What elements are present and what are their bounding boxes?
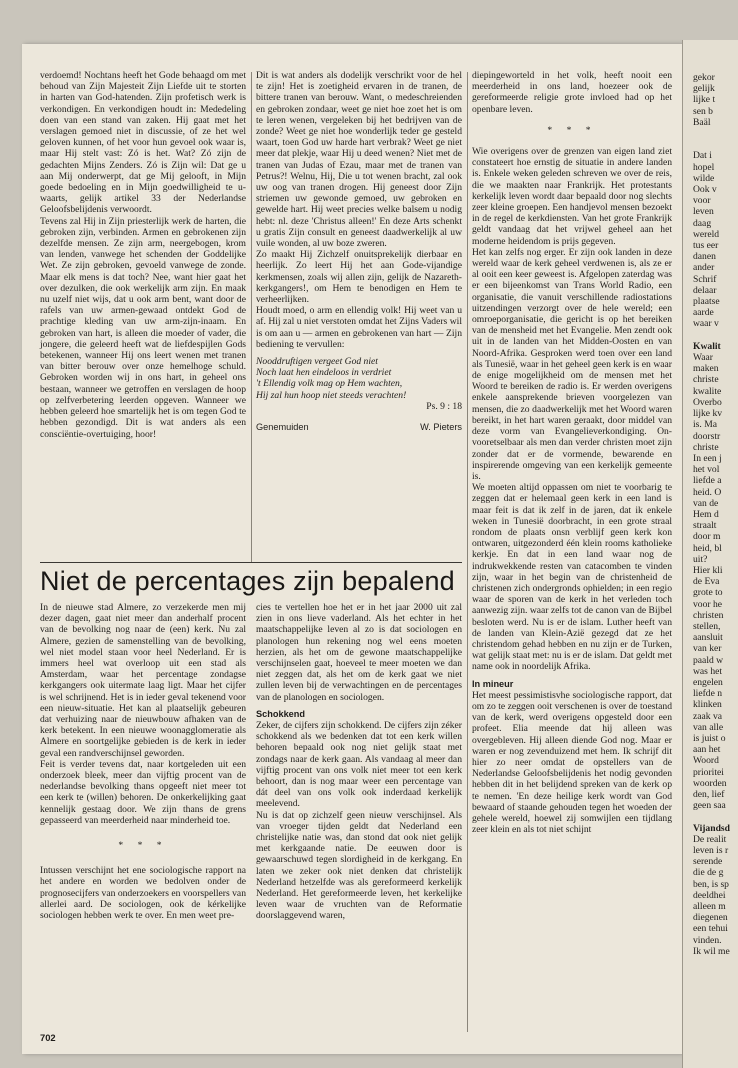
adjacent-text-fragment: liefde a	[693, 475, 722, 487]
paragraph: Het kan zelfs nog erger. Er zijn ook landen in deze wereld waar de kerk geheel verdwenen is, als ze er al ooit een keer geweest is. Afgelopen zaterdag was er een bijeenkomst van Trans World Radio, een organisatie, die vanuit verschillende radiostations uitzendingen verzorgt over de hele wereld; een omroeporganisatie, die gericht is op het bereiken van de mensheid met het Evangelie. Men zendt ook uit in de landen van het Midden-Oosten en van Noord-Afrika. Gesproken werd toen over een land als Tunesië, waar in het geheel geen kerk is en waar de enige mogelijkheid om de mensen met het Woord te bereiken de radio is. Er werden overigens enkele aansprekende brieven voorgelezen van mensen, die zo daadwerkelijk met het Woord waren bereikt, in het hart waren geraakt, door middel van deze vorm van Evangelieverkondiging. On-vooretselbaar als men dan verder christen moet zijn zonder dat er de vormende, bewarende en inspirerende omgeving van een kerkelijk gemeente is.	[472, 246, 672, 482]
adjacent-text-fragment: den, lief	[693, 789, 725, 800]
adjacent-text-fragment: woorden	[693, 777, 727, 789]
adjacent-text-fragment: van de	[693, 497, 719, 509]
adjacent-text-fragment: paald w	[693, 654, 724, 666]
poem-line: Noch laat hen eindeloos in verdriet	[256, 367, 392, 379]
adjacent-text-fragment: Hier kli	[693, 564, 723, 576]
section-separator: * * *	[547, 124, 597, 136]
adjacent-text-fragment: is. Ma	[693, 419, 717, 431]
adjacent-text-fragment: wereld	[693, 228, 720, 240]
adjacent-text-fragment: De realit	[693, 833, 727, 845]
adjacent-text-fragment: serende	[693, 856, 723, 868]
adjacent-text-fragment: Dat i	[693, 150, 712, 162]
adjacent-text-fragment: Waar	[693, 352, 713, 364]
adjacent-page-edge	[682, 40, 738, 1068]
adjacent-text-fragment: voor he	[693, 598, 723, 610]
adjacent-text-fragment: heid, bl	[693, 542, 722, 554]
paragraph: Wie overigens over de grenzen van eigen land ziet constateert hoe ernstig de situatie in andere landen is. Enkele weken geleden schreven we over de reis, die we maakten naar Frankrijk. Het protestants kerkelijk leven wordt daar bepaald door nog slechts zeer kleine groepen. Een handjevol mensen bezoekt in de regel de kerkdiensten. Van het grote Frankrijk geldt vandaag dat het vrijwel geheel aan het moderne heidendom is prijs gegeven.	[472, 146, 672, 247]
adjacent-text-fragment: leven	[693, 206, 714, 218]
adjacent-text-fragment: wilde	[693, 172, 715, 184]
adjacent-text-fragment: plaatse	[693, 296, 720, 308]
adjacent-text-fragment: aarde	[693, 307, 714, 319]
adjacent-text-fragment: is juist o	[693, 732, 726, 744]
adjacent-text-fragment: lijke kv	[693, 408, 723, 420]
paragraph: diepingeworteld in het volk, heeft nooit een meerderheid in ons land, hoezeer ook de gereformeerde religie grote invloed had op het openbare leven.	[472, 70, 672, 115]
paragraph: verdoemd! Nochtans heeft het Gode behaagd om met behoud van Zijn Majesteit Zijn Liefde uit te storten in harten van God-hatenden. Zijn profetisch werk is verkondigen. En verkondigen houdt in: Mededeling doen van een stand van zaken. Hij gaat met het verslagen gemoed niet in discussie, of ze het wel geloven kunnen, of het voor hun gevoel ook waar is, maar Hij stelt vast: Zó is het. Wat? Zó zijn de gedachten Mijns Zenders. Zó is Zijn wil: Dat ge u aan Mij onderwerpt, dat ge Mij gelooft, in Mijn goede bedoeling en in Mijn goedwilligheid te u-waarts, gelijk artikel 33 der Nederlandse Geloofsbelijdenis verwoordt.	[40, 70, 246, 216]
adjacent-text-fragment: diegenen	[693, 912, 728, 924]
poem-line: Hij zal hun hoop niet steeds verachten!	[256, 389, 407, 401]
signature-author: W. Pieters	[420, 422, 462, 433]
adjacent-text-fragment: klinken	[693, 699, 722, 711]
adjacent-text-fragment: christe	[693, 441, 719, 453]
adjacent-text-fragment: straalt	[693, 520, 717, 532]
column-2	[256, 70, 462, 433]
adjacent-text-fragment: van alle	[693, 721, 724, 733]
adjacent-text-fragment: die de g	[693, 867, 724, 879]
adjacent-text-fragment: ben, is sp	[693, 878, 729, 890]
adjacent-text-fragment: leven is r	[693, 845, 729, 857]
adjacent-text-fragment: heid. O	[693, 486, 722, 498]
adjacent-text-fragment: engelen	[693, 676, 723, 688]
adjacent-text-fragment: Schrif	[693, 273, 717, 285]
adjacent-text-fragment: kwalite	[693, 385, 722, 397]
adjacent-text-fragment: aansluit	[693, 632, 723, 644]
paragraph: In de nieuwe stad Almere, zo verzekerde men mij dezer dagen, gaat niet meer dan anderhalf procent van de bevolking nog naar de (een) kerk. Nu zal Almere, gezien de samenstelling van de bevolking, wel niet model staan voor heel Nederland. Er is immers heel wat overloop uit een stad als Amsterdam, waar het percentage zondagse kerkgangers ook uitermate laag ligt. Maar het cijfer is wel schrijnend. Het is in ieder geval tekenend voor een nieuw-situatie. Het kan al plaatselijk gebeuren dat verhuizing naar de nieuwbouw afhaken van de kerk betekent. In een nieuwe woonagglomeratie als Almere en soortgelijke gebieden is de kerk in ieder geval een randverschijnsel geworden.	[40, 602, 246, 759]
adjacent-text-fragment: voor	[693, 195, 711, 207]
adjacent-text-fragment: waar v	[693, 318, 719, 330]
adjacent-text-fragment: delaar	[693, 284, 717, 296]
adjacent-text-fragment: gelijk	[693, 83, 715, 95]
paragraph: Zo maakt Hij Zichzelf onuitsprekelijk dierbaar en heerlijk. Zo leert Hij het aan Gode-vijandige kerkmensen, zoals wij allen zijn, gelijk de Nazareth-kerkgangers!, om Hem te benodigen en Hem te verheerlijken.	[256, 249, 462, 306]
paragraph: We moeten altijd oppassen om niet te voorbarig te zeggen dat er helemaal geen kerk in een land is maar feit is dat ik zelf in de jaren, dat ik enkele weken in Tunesië doorbracht, in een grote straal rondom de plaats onsn verblijf geen kerk kon ontwaren, uitgezonderd één klein rooms katholieke kerkje. En dat in een land waar nog de indrukwekkende resten van catacomben te vinden zijn, waar in het begin van de christenheid de christenen zich ondergronds ophielden; in een regio waar de sporen van de kerk in het verleden toch aanwezig zijn. waar zelfs tot de canon van de Bijbel besloten werd. Nu is er de islam. Luther heeft van de landen van Klein-Azië gezegd dat ze het christendom gehad hebben en nu zijn er de Turken, wat gelijk staat met: nu is er de islam. Dat geldt met name ook in noordelijk Afrika.	[472, 482, 672, 673]
adjacent-text-fragment: vinden.	[693, 934, 722, 946]
adjacent-text-fragment: zaak va	[693, 710, 723, 722]
adjacent-text-fragment: aan het	[693, 744, 721, 756]
adjacent-text-fragment: was het	[693, 665, 723, 677]
paragraph: Houdt moed, o arm en ellendig volk! Hij weet van u af. Hij zal u niet verstoten omdat het Zijns Vaders wil is om aan u — armen en gebrokenen van hart — Zijn bediening te vervullen:	[256, 305, 462, 350]
adjacent-text-fragment	[693, 139, 730, 150]
paragraph: cies te vertellen hoe het er in het jaar 2000 uit zal zien in ons lieve vaderland. Als het echter in het maatschappelijke leven al zo is dat sociologen en planologen hun rekening nog wel eens moeten herzien, als het om de gewone maatschappelijke verschijnselen gaat, hoeveel te meer moeten we dan niet zeggen dat, als het om de kerk gaat we niet zullen leven bij de verwachtingen en de percentages van de planologen en sociologen.	[256, 602, 462, 703]
paragraph: Het meest pessimistisvhe sociologische rapport, dat om zo te zeggen ooit verschenen is over de toestand van de kerk, werd overigens opgesteld door een profeet. Elia meende dat hij alleen was overgebleven. Hij alleen diende God nog. Maar er waren er nog zevenduizend met hem. Ik schrijf dit hier zo neer omdat de opstellers van de Nederlandse Geloofsbelijdenis het nodig gevonden hebben dit in het belijdend spreken van de kerk op te nemen. 'En deze heilige kerk wordt van God bewaard of staande gehouden tegen het woeden der gehele wereld, hoewel zij somwijlen een tijdlang zeer klein en als tot niet schijnt	[472, 689, 672, 836]
adjacent-text-fragment: grote to	[693, 587, 723, 599]
adjacent-text-fragment: Hem d	[693, 508, 719, 520]
article-column-2	[256, 602, 462, 922]
adjacent-text-fragment: liefde n	[693, 688, 723, 700]
adjacent-text-fragment: sen b	[693, 105, 713, 117]
column-rule	[467, 72, 468, 1032]
poem-line: 't Ellendig volk mag op Hem wachten,	[256, 378, 403, 390]
adjacent-text-fragment: stellen,	[693, 620, 721, 632]
adjacent-text-fragment: deeldhei	[693, 889, 726, 901]
adjacent-text-fragment: een tehui	[693, 923, 728, 935]
adjacent-text-fragment: prioritei	[693, 766, 724, 778]
adjacent-text-fragment: danen	[693, 251, 716, 263]
adjacent-text-fragment: geen saa	[693, 800, 726, 812]
adjacent-text-fragment: doorstr	[693, 430, 721, 442]
article-separator-rule	[40, 562, 462, 563]
adjacent-text-fragment	[693, 330, 730, 341]
adjacent-text-fragment	[693, 128, 730, 139]
column-1	[40, 70, 246, 440]
adjacent-text-fragment: gekor	[693, 72, 715, 83]
column-3	[472, 70, 672, 835]
adjacent-text-fragment: Kwalit	[693, 340, 721, 352]
poem-line: Nooddruftigen vergeet God niet	[256, 356, 378, 368]
adjacent-text-fragment: christe	[693, 374, 719, 386]
adjacent-text-fragment: Overbo	[693, 396, 722, 408]
adjacent-text-fragment: door m	[693, 531, 721, 543]
signature	[256, 422, 462, 433]
page-number: 702	[40, 1032, 56, 1043]
paragraph: Nu is dat op zichzelf geen nieuw verschijnsel. Als van vroeger tijden geldt dat Nederland een christelijke natie was, dan stond dat ook niet gelijk met kerkgaande natie. De eeuwen door is gewaarschuwd tegen slordigheid in de kerkgang. En laten we zeker ook niet denken dat christelijk Nederland hetzelfde was als gereformeerd kerkelijk Nederland. Het gereformeerde leven, het kerkelijke leven waar de vruchten van de Reformatie doorslaggevend waren,	[256, 809, 462, 922]
paragraph: Feit is verder tevens dat, naar kortgeleden uit een onderzoek bleek, meer dan vijftig procent van de nederlandse bevolking thans opgeeft niet meer tot een kerk te (willen) behoren. De onkerkelijking gaat kennelijk gestaag door. We zijn thans de grens gepasseerd van meerderheid naar minderheid toe.	[40, 758, 246, 826]
article-headline: Niet de percentages zijn bepalend	[40, 566, 455, 596]
adjacent-text-fragment: In een j	[693, 452, 722, 464]
subheading: Schokkend	[256, 708, 306, 719]
adjacent-text-fragment: maken	[693, 363, 719, 375]
adjacent-text-fragment: christen	[693, 609, 724, 621]
adjacent-text-fragment: van ker	[693, 643, 722, 655]
adjacent-text-fragment: het vol	[693, 464, 720, 476]
adjacent-text-fragment	[693, 811, 730, 822]
adjacent-text-fragment: uit?	[693, 553, 708, 565]
paragraph: Zeker, de cijfers zijn schokkend. De cijfers zijn zéker schokkend als we bedenken dat tot een kerk willen behoren bepaald ook nog niet gelijk staat met zondags naar de kerk gaan. Als vandaag al meer dan vijftig procent van ons volk niet meer tot een kerk behoort, dan is nog maar weer een percentage van dát deel van ons volk ook inderdaad kerkelijk meelevend.	[256, 720, 462, 810]
adjacent-text-fragment: tus eer	[693, 240, 719, 252]
adjacent-text-fragment: lijke t	[693, 94, 716, 106]
subheading: In mineur	[472, 678, 514, 689]
adjacent-page-text	[683, 72, 730, 957]
adjacent-text-fragment: Ik wil me	[693, 945, 730, 957]
paragraph: Tevens zal Hij in Zijn priesterlijk werk de harten, die gebroken zijn, verbinden. Armen en gebrokenen zijn dezelfde mensen. Ze zijn arm, neergebogen, krom van lenden, vanwege het schenden der Goddelijke Wet. Ze zijn gebroken, gevoeld vanwege de zonde. Maar elk mens is dat toch? Nee, want hier gaat het over dezulken, die ook werkelijk arm zijn. En maak nu uzelf niet wijs, dat u ook arm bent, want door de rafels van uw armen-gewaad ontdekt God de prachtige kleding van uw arm-zijn-inaam. En gebroken van hart, is alleen die moeder of vader, die jongere, die geleerd heeft wat de liefdespijlen Gods betekenen, wanneer Hij ons leert wenen met tranen van bitter berouw over onze hemelhoge schuld. Gebroken worden wij in ons hart, in geheel ons bestaan, wanneer we getroffen en verslagen de hoop op zelfverbetering leerden opgeven. Wanneer we hebben geleerd hoe smartelijk het is om tegen God te hebben gezondigd. Dit is wat anders als een consciëntie-overtuiging, hoor!	[40, 215, 246, 440]
adjacent-text-fragment: ander	[693, 262, 715, 274]
adjacent-text-fragment: alleen m	[693, 901, 726, 913]
paragraph: Intussen verschijnt het ene sociologische rapport na het andere en worden we bedolven onder de prognosecijfers van onderzoekers en voorspellers van allerlei aard. De sociologen, ook de kérkelijke sociologen hebben werk te over. En men weet pre-	[40, 865, 246, 922]
paragraph: Dit is wat anders als dodelijk verschrikt voor de hel te zijn! Het is zoetigheid ervaren in de tranen, de bittere tranen van berouw. Want, o medeschreienden en gebroken zondaar, weet ge niet hoe zoet het is om te leren wenen, vergeleken bij het bedrijven van de zonde? Weet ge niet hoe wonderlijk teder ge gesteld waart, toen God uw harde hart verbrak? Weet ge niet meer dat plekje, waar Hij u deed wenen? Niet met de tranen van Judas of Ezau, maar met de tranen van Petrus?! Welnu, Hij, Die u tot wenen bracht, zal ook uw oog van tranen drogen. Hij geneest door Zijn striemen uw gewonde gemoed, uw gebroken en gewelde hart. Hij weet precies welke balsem u nodig hebt: nl. deze 'Christus alleen!' En deze Arts schenkt u gratis Zijn consult en geneest daadwerkelijk al uw vuile wonden, al uw boze zweren.	[256, 70, 462, 250]
adjacent-text-fragment: Woord	[693, 755, 719, 767]
article-column-1	[40, 602, 246, 921]
adjacent-text-fragment: Baäl	[693, 116, 711, 128]
adjacent-text-fragment: de Eva	[693, 576, 720, 588]
adjacent-text-fragment: Vijandsd	[693, 822, 730, 834]
adjacent-text-fragment: daag	[693, 217, 712, 229]
poem-reference: Ps. 9 : 18	[426, 400, 462, 412]
signature-place: Genemuiden	[256, 422, 309, 433]
column-rule	[251, 72, 252, 562]
adjacent-text-fragment: hopel	[693, 161, 715, 173]
section-separator: * * *	[118, 840, 168, 852]
adjacent-text-fragment: Ook v	[693, 184, 717, 196]
